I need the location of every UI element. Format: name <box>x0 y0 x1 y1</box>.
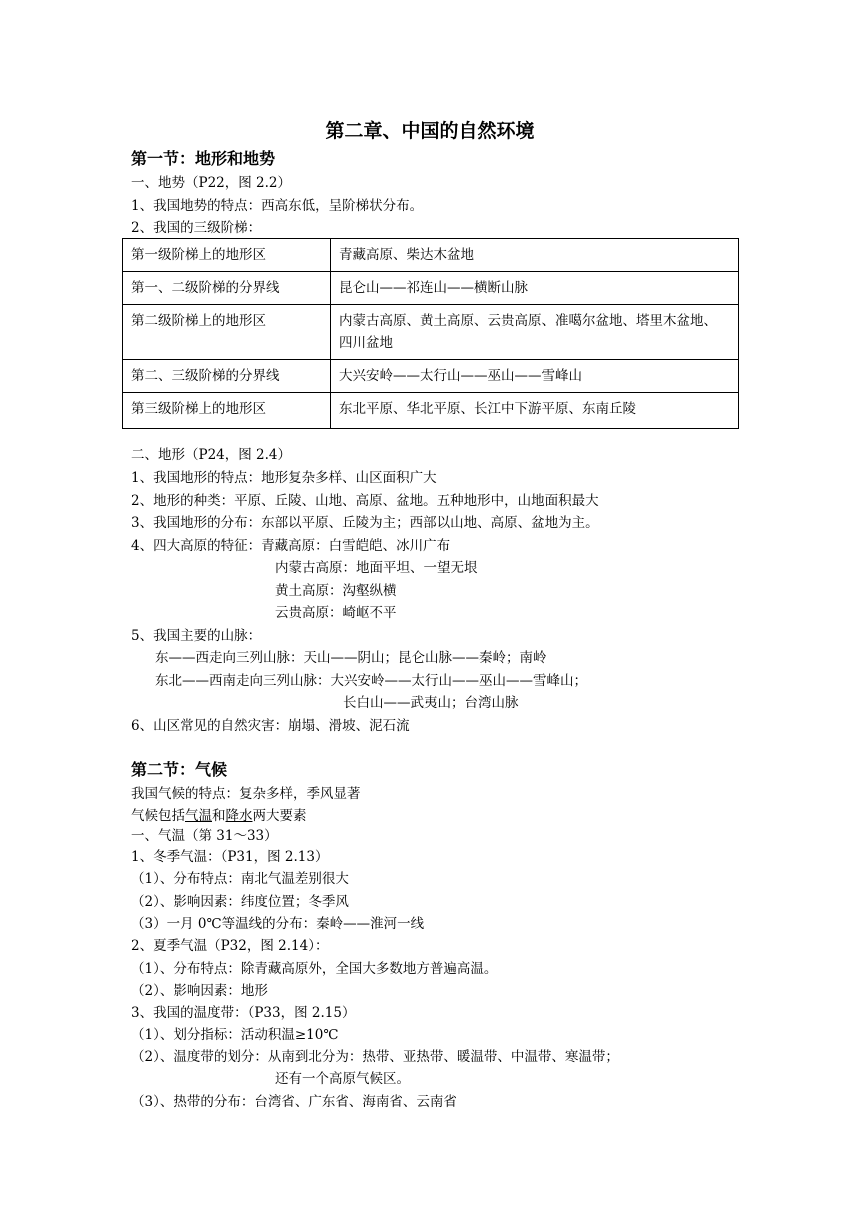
text-line: 我国气候的特点：复杂多样，季风显著 <box>131 786 361 802</box>
table-cell-value: 内蒙古高原、黄土高原、云贵高原、准噶尔盆地、塔里木盆地、四川盆地 <box>331 305 739 360</box>
text-line: 6、山区常见的自然灾害：崩塌、滑坡、泥石流 <box>131 718 410 734</box>
text-line: 2、我国的三级阶梯： <box>131 220 262 236</box>
subheading-elevation: 一、地势（P22，图 2.2） <box>131 175 292 191</box>
text-line: （2）、影响因素：地形 <box>131 983 268 999</box>
text-line: 2、夏季气温（P32，图 2.14）： <box>131 938 329 954</box>
text-line: 3、我国地形的分布：东部以平原、丘陵为主；西部以山地、高原、盆地为主。 <box>131 515 599 531</box>
table-cell-value: 青藏高原、柴达木盆地 <box>331 239 739 272</box>
table-cell-value: 昆仑山——祁连山——横断山脉 <box>331 272 739 305</box>
text-line: 内蒙古高原：地面平坦、一望无垠 <box>275 560 478 576</box>
chapter-title: 第二章、中国的自然环境 <box>325 120 535 142</box>
table-cell-label: 第二级阶梯上的地形区 <box>123 305 331 360</box>
text-line: 还有一个高原气候区。 <box>275 1071 410 1087</box>
text-line: （1）、分布特点：南北气温差别很大 <box>131 871 349 887</box>
section-heading-climate: 第二节：气候 <box>131 760 228 779</box>
text-line: 东——西走向三列山脉：天山——阴山；昆仑山脉——秦岭；南岭 <box>155 650 547 666</box>
text-line: 1、我国地形的特点：地形复杂多样、山区面积广大 <box>131 470 437 486</box>
table-cell-label: 第三级阶梯上的地形区 <box>123 393 331 429</box>
table-row <box>123 305 739 360</box>
subheading-landforms: 二、地形（P24，图 2.4） <box>131 447 292 463</box>
text-line: （1）、分布特点：除青藏高原外，全国大多数地方普遍高温。 <box>131 961 498 977</box>
text-line: 5、我国主要的山脉： <box>131 628 262 644</box>
table-cell-label: 第一级阶梯上的地形区 <box>123 239 331 272</box>
table-row <box>123 360 739 393</box>
text-line: 黄土高原：沟壑纵横 <box>275 583 397 599</box>
text-line: 云贵高原：崎岖不平 <box>275 605 397 621</box>
text-line: 1、我国地势的特点：西高东低，呈阶梯状分布。 <box>131 198 424 214</box>
three-steps-table <box>122 238 739 429</box>
text-line: 长白山——武夷山；台湾山脉 <box>343 695 519 711</box>
text-line: 4、四大高原的特征：青藏高原：白雪皑皑、冰川广布 <box>131 538 451 554</box>
table-cell-label: 第二、三级阶梯的分界线 <box>123 360 331 393</box>
text-line: （3）一月 0℃等温线的分布：秦岭——淮河一线 <box>131 916 425 932</box>
table-row <box>123 393 739 429</box>
table-row <box>123 239 739 272</box>
table-row <box>123 272 739 305</box>
text-line: （2）、温度带的划分：从南到北分为：热带、亚热带、暖温带、中温带、寒温带； <box>131 1049 619 1065</box>
section-heading-terrain: 第一节：地形和地势 <box>131 149 276 168</box>
subheading-temperature: 一、气温（第 31～33） <box>131 828 278 844</box>
table-cell-label: 第一、二级阶梯的分界线 <box>123 272 331 305</box>
text-line: 气候包括气温和降水两大要素 <box>131 808 307 824</box>
text-line: （1）、划分指标：活动积温≥10℃ <box>131 1027 339 1043</box>
text-line: （3）、热带的分布：台湾省、广东省、海南省、云南省 <box>131 1094 457 1110</box>
table-cell-value: 大兴安岭——太行山——巫山——雪峰山 <box>331 360 739 393</box>
text-line: 2、地形的种类：平原、丘陵、山地、高原、盆地。五种地形中，山地面积最大 <box>131 493 599 509</box>
text-line: 东北——西南走向三列山脉：大兴安岭——太行山——巫山——雪峰山； <box>155 673 587 689</box>
text-line: 1、冬季气温：（P31，图 2.13） <box>131 849 329 865</box>
table-cell-value: 东北平原、华北平原、长江中下游平原、东南丘陵 <box>331 393 739 429</box>
text-line: 3、我国的温度带：（P33，图 2.15） <box>131 1005 356 1021</box>
text-line: （2）、影响因素：纬度位置；冬季风 <box>131 894 349 910</box>
